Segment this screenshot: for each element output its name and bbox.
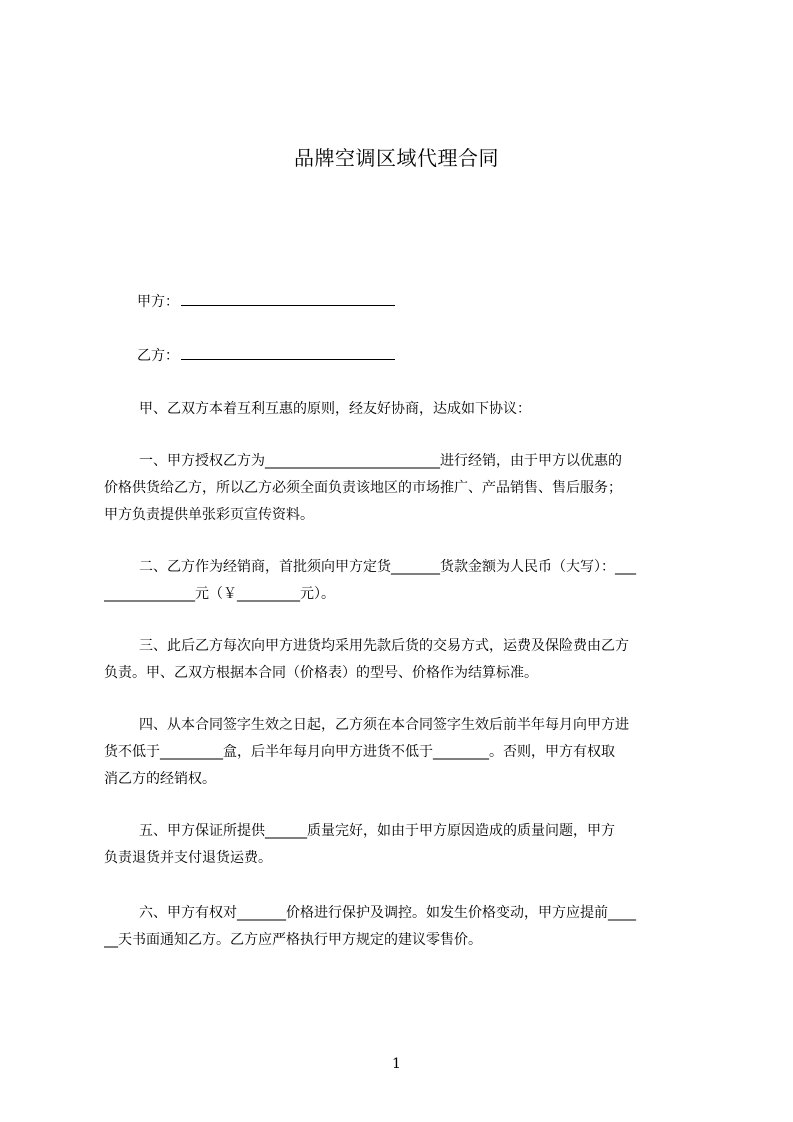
intro-paragraph — [104, 396, 704, 423]
clause-line: 甲方负责提供单张彩页宣传资料。 — [104, 507, 314, 523]
clause-line: 价格供货给乙方，所以乙方必须全面负责该地区的市场推广、产品销售、售后服务； — [104, 480, 622, 496]
clause-5 — [104, 818, 704, 872]
party-a-field — [137, 291, 395, 312]
clause-line: 五、甲方保证所提供______质量完好，如由于甲方原因造成的质量问题，甲方 — [139, 823, 615, 839]
clause-4 — [104, 712, 704, 793]
clause-line: 二、乙方作为经销商，首批须向甲方定货_______货款金额为人民币（大写）：___ — [139, 559, 636, 575]
clause-line: 货不低于_________盒，后半年每月向甲方进货不低于________。否则，甲方有权取 — [104, 744, 615, 760]
party-b-label: 乙方： — [137, 348, 179, 364]
clause-line: 消乙方的经销权。 — [104, 771, 216, 787]
clause-line: 六、甲方有权对_______价格进行保护及调控。如发生价格变动，甲方应提前____ — [139, 905, 636, 921]
clause-2 — [104, 554, 704, 608]
clause-line: 三、此后乙方每次向甲方进货均采用先款后货的交易方式，运费及保险费由乙方 — [139, 638, 629, 654]
clause-6 — [104, 900, 704, 954]
clause-line: 四、从本合同签字生效之日起，乙方须在本合同签字生效后前半年每月向甲方进 — [139, 717, 629, 733]
clause-line: 一、甲方授权乙方为_________________________进行经销，由于甲方以优惠的 — [139, 453, 622, 469]
clause-1 — [104, 448, 704, 529]
intro-line: 甲、乙双方本着互利互惠的原则，经友好协商，达成如下协议： — [139, 401, 531, 417]
party-a-blank — [181, 291, 395, 306]
clause-line: __天书面通知乙方。乙方应严格执行甲方规定的建议零售价。 — [104, 932, 482, 948]
document-title: 品牌空调区域代理合同 — [294, 146, 499, 170]
clause-line: 负责。甲、乙双方根据本合同（价格表）的型号、价格作为结算标准。 — [104, 665, 538, 681]
clause-line: 负责退货并支付退货运费。 — [104, 850, 272, 866]
clause-3 — [104, 633, 704, 687]
clause-line: _____________元（￥_________元）。 — [104, 586, 335, 602]
party-b-field — [137, 345, 395, 366]
party-a-label: 甲方： — [137, 294, 179, 310]
page-number: 1 — [392, 1056, 401, 1072]
party-b-blank — [181, 345, 395, 360]
